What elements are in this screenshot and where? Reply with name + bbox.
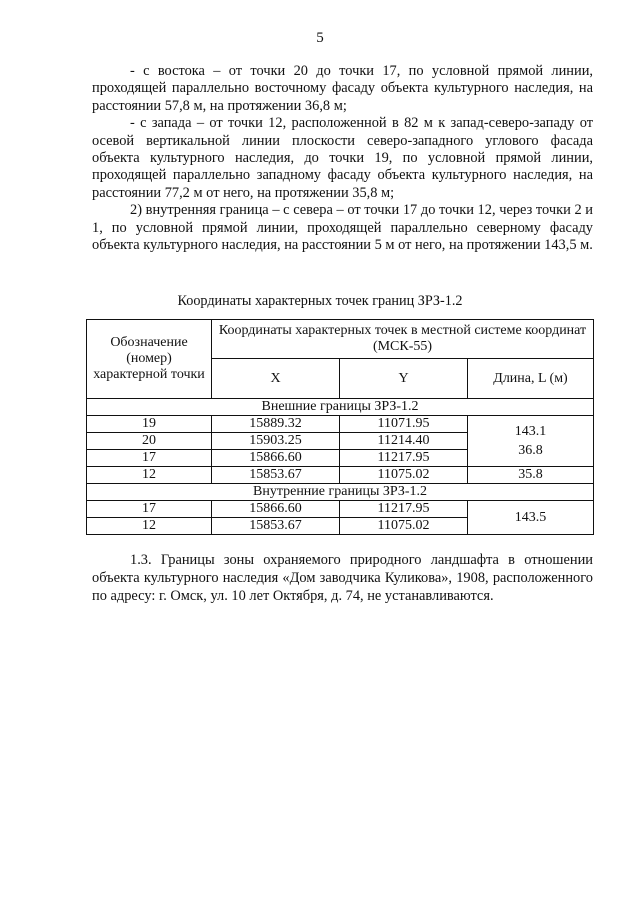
page-number: 5 — [316, 30, 324, 46]
y-cell: 11217.95 — [340, 450, 468, 467]
x-cell: 15853.67 — [212, 467, 340, 484]
point-cell: 17 — [87, 501, 212, 518]
header-coords: Координаты характерных точек в местной системе координат (МСК-55) — [212, 320, 594, 359]
closing-section — [92, 552, 593, 605]
length-value: 36.8 — [518, 443, 543, 458]
length-value: 143.5 — [468, 501, 594, 535]
header-x: X — [212, 359, 340, 399]
point-cell: 19 — [87, 416, 212, 433]
y-cell: 11217.95 — [340, 501, 468, 518]
x-cell: 15853.67 — [212, 518, 340, 535]
paragraph-west: - с запада – от точки 12, расположенной в 82 м к запад-северо-западу от осевой вертикальной линии плоскости северо-западного углового фасада объекта культурного наследия, до точки 19, по условной прямой линии, проходящей параллельно западному фасаду объекта культурного наследия, на расстоянии 77,2 м от него, на протяжении 35,8 м; — [92, 115, 593, 201]
paragraph-inner-boundary: 2) внутренняя граница – с севера – от точки 17 до точки 12, через точки 2 и 1, по условной прямой линии, проходящей параллельно северному фасаду объекта культурного наследия, на расстоянии 5 м от него, на протяжении 143,5 м. — [92, 202, 593, 254]
paragraph-east: - с востока – от точки 20 до точки 17, по условной прямой линии, проходящей параллельно восточному фасаду объекта культурного наследия, на расстоянии 57,8 м, на протяжении 36,8 м; — [92, 63, 593, 114]
header-point: Обозначение (номер) характерной точки — [87, 320, 212, 399]
outer-section-row — [87, 399, 594, 416]
length-value: 143.1 — [514, 424, 547, 439]
outer-section-title: Внешние границы ЗРЗ-1.2 — [87, 399, 594, 416]
y-cell: 11071.95 — [340, 416, 468, 433]
table-row — [87, 416, 594, 433]
table-header-row — [87, 320, 594, 359]
table-title: Координаты характерных точек границ ЗРЗ-1.2 — [177, 293, 463, 309]
inner-section-row — [87, 484, 594, 501]
paragraph-closing: 1.3. Границы зоны охраняемого природного ландшафта в отношении объекта культурного наследия «Дом заводчика Куликова», 1908, расположенного по адресу: г. Омск, ул. 10 лет Октября, д. 74, не устанавливаются. — [92, 552, 593, 604]
header-length: Длина, L (м) — [468, 359, 594, 399]
y-cell: 11214.40 — [340, 433, 468, 450]
point-cell: 12 — [87, 518, 212, 535]
table-row — [87, 467, 594, 484]
x-cell: 15866.60 — [212, 501, 340, 518]
header-y: Y — [340, 359, 468, 399]
coordinates-table — [86, 319, 594, 535]
x-cell: 15866.60 — [212, 450, 340, 467]
point-cell: 17 — [87, 450, 212, 467]
y-cell: 11075.02 — [340, 467, 468, 484]
body-text — [92, 63, 593, 254]
table-row — [87, 501, 594, 518]
x-cell: 15903.25 — [212, 433, 340, 450]
point-cell: 12 — [87, 467, 212, 484]
inner-section-title: Внутренние границы ЗРЗ-1.2 — [87, 484, 594, 501]
point-cell: 20 — [87, 433, 212, 450]
x-cell: 15889.32 — [212, 416, 340, 433]
length-cell-merged — [468, 416, 594, 467]
length-value: 35.8 — [468, 467, 594, 484]
y-cell: 11075.02 — [340, 518, 468, 535]
